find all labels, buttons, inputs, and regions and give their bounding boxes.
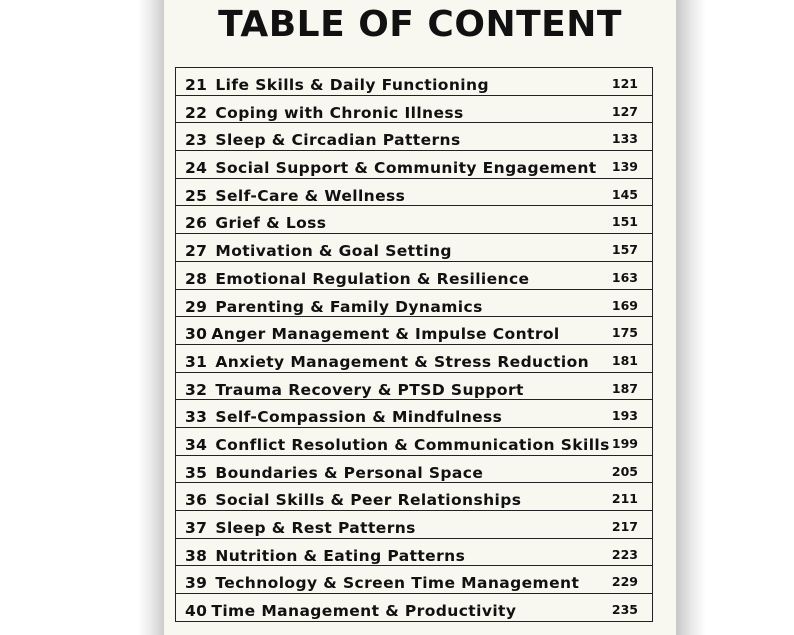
toc-row <box>176 456 652 484</box>
toc-row <box>176 123 652 151</box>
toc-entry-label <box>185 436 610 454</box>
toc-entry-label <box>185 519 416 537</box>
toc-entry-number: 31 <box>185 352 208 371</box>
toc-row <box>176 179 652 207</box>
toc-row <box>176 317 652 345</box>
toc-page-number: 163 <box>611 269 638 285</box>
toc-entry-number: 34 <box>185 435 208 454</box>
toc-page-number: 157 <box>611 242 638 258</box>
toc-entry-label <box>185 574 579 592</box>
toc-entry-number: 36 <box>185 491 208 510</box>
toc-entry-title: Emotional Regulation & Resilience <box>215 269 530 288</box>
toc-entry-title: Sleep & Rest Patterns <box>215 519 416 537</box>
toc-entry-number: 40 <box>185 602 208 621</box>
toc-entry-title: Trauma Recovery & PTSD Support <box>215 380 524 399</box>
toc-entry-title: Self-Compassion & Mindfulness <box>215 408 503 427</box>
toc-entry-label <box>185 408 502 426</box>
toc-entry-title: Conflict Resolution & Communication Skills <box>215 435 610 454</box>
toc-page-number: 169 <box>611 297 638 313</box>
toc-entry-number: 21 <box>185 76 208 94</box>
toc-entry-title: Time Management & Productivity <box>211 602 517 621</box>
document-page <box>164 0 676 635</box>
toc-page-number: 235 <box>611 602 638 618</box>
toc-entry-number: 35 <box>185 463 208 482</box>
toc-row <box>176 511 652 539</box>
toc-entry-title: Nutrition & Eating Patterns <box>215 546 466 565</box>
toc-entry-title: Social Support & Community Engagement <box>215 159 597 178</box>
toc-entry-number: 33 <box>185 408 208 427</box>
toc-row <box>176 68 652 96</box>
toc-entry-label <box>185 298 483 316</box>
page-shadow-right <box>676 0 706 635</box>
toc-row <box>176 290 652 318</box>
toc-entry-label <box>185 131 461 149</box>
toc-row <box>176 151 652 179</box>
toc-page-number: 199 <box>611 435 638 451</box>
toc-entry-label <box>185 325 560 343</box>
toc-entry-label <box>185 242 452 260</box>
toc-row <box>176 428 652 456</box>
toc-entry-number: 39 <box>185 574 208 593</box>
toc-entry-number: 32 <box>185 380 208 399</box>
toc-entry-number: 26 <box>185 214 208 233</box>
toc-entry-label <box>185 547 465 565</box>
toc-entry-number: 24 <box>185 159 208 178</box>
toc-entry-title: Grief & Loss <box>215 214 327 233</box>
toc-page-number: 193 <box>611 408 638 424</box>
toc-entry-title: Life Skills & Daily Functioning <box>215 76 489 94</box>
toc-entry-label <box>185 214 326 232</box>
toc-entry-number: 25 <box>185 186 208 205</box>
toc-page-number: 211 <box>611 491 638 507</box>
toc-page-number: 145 <box>611 186 638 202</box>
toc-entry-label <box>185 104 464 122</box>
toc-entry-number: 37 <box>185 519 208 537</box>
toc-row <box>176 262 652 290</box>
toc-entry-label <box>185 381 524 399</box>
toc-page-number: 127 <box>611 103 638 119</box>
toc-row <box>176 234 652 262</box>
toc-page-number: 175 <box>611 325 638 341</box>
toc-entry-number: 38 <box>185 546 208 565</box>
toc-row <box>176 566 652 594</box>
toc-entry-label <box>185 353 589 371</box>
toc-entry-number: 30 <box>185 325 208 344</box>
toc-row <box>176 373 652 401</box>
toc-entry-number: 23 <box>185 131 208 150</box>
toc-page-number: 187 <box>611 380 638 396</box>
toc-entry-label <box>185 76 489 94</box>
toc-entry-title: Parenting & Family Dynamics <box>215 297 483 316</box>
toc-entry-label <box>185 491 521 509</box>
toc-entry-number: 22 <box>185 103 208 122</box>
toc-row <box>176 345 652 373</box>
toc-entry-title: Social Skills & Peer Relationships <box>215 491 522 510</box>
toc-entry-title: Self-Care & Wellness <box>215 186 406 205</box>
toc-entry-label <box>185 270 529 288</box>
toc-entry-number: 29 <box>185 297 208 316</box>
toc-entry-label <box>185 187 405 205</box>
toc-page-number: 133 <box>611 131 638 147</box>
toc-entry-title: Anger Management & Impulse Control <box>211 325 560 344</box>
toc-entry-title: Coping with Chronic Illness <box>215 103 464 122</box>
toc-page-number: 205 <box>611 463 638 479</box>
toc-page-number: 229 <box>611 574 638 590</box>
page-title: TABLE OF CONTENT <box>218 4 622 45</box>
toc-entry-title: Boundaries & Personal Space <box>215 463 484 482</box>
table-of-contents <box>175 67 653 622</box>
toc-row <box>176 400 652 428</box>
toc-entry-number: 27 <box>185 242 208 261</box>
toc-page-number: 217 <box>611 519 638 534</box>
toc-page-number: 139 <box>611 159 638 175</box>
toc-entry-label <box>185 159 597 177</box>
toc-page-number: 223 <box>611 546 638 562</box>
toc-entry-title: Anxiety Management & Stress Reduction <box>215 352 590 371</box>
toc-row <box>176 539 652 567</box>
toc-row <box>176 594 652 622</box>
toc-entry-title: Technology & Screen Time Management <box>215 574 580 593</box>
toc-entry-label <box>185 464 483 482</box>
toc-entry-title: Motivation & Goal Setting <box>215 242 452 261</box>
toc-row <box>176 483 652 511</box>
toc-entry-number: 28 <box>185 269 208 288</box>
toc-page-number: 121 <box>611 76 638 91</box>
toc-row <box>176 206 652 234</box>
toc-page-number: 181 <box>611 352 638 368</box>
toc-entry-label <box>185 602 516 620</box>
toc-page-number: 151 <box>611 214 638 230</box>
toc-entry-title: Sleep & Circadian Patterns <box>215 131 461 150</box>
toc-row <box>176 96 652 124</box>
page-shadow-left <box>138 0 166 635</box>
